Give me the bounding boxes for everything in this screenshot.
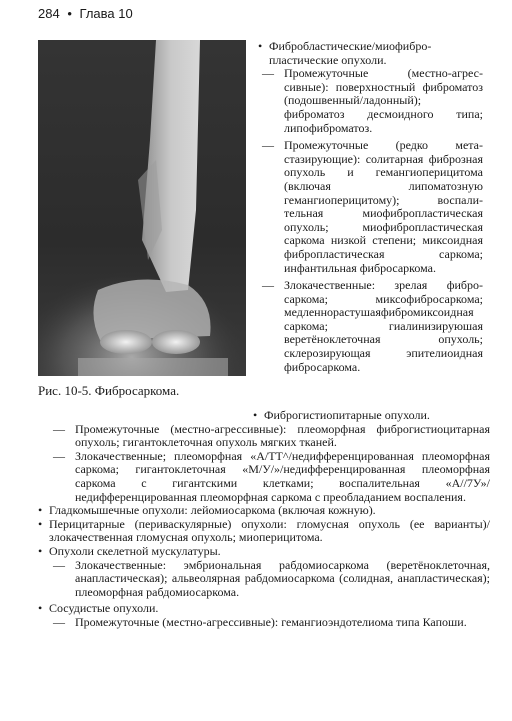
list-item: • Фибробластические/миофибропластические опухоли. [258, 40, 483, 67]
header-separator: • [67, 6, 72, 21]
sub-list-item: — Злокачественные; плеоморфная «А/ТТ^/недифференцированная плеоморфная саркома; гигантоклеточная «М/У/»/недифференцированная плеоморфная саркома с гигантскими клетками; воспалительная «А//7У»/недифференцированная плеоморфная саркома с преобладанием воспаления. [49, 450, 490, 504]
page-header [38, 6, 133, 21]
bottom-list [38, 409, 490, 630]
right-column [258, 40, 483, 374]
list-item: • Гладкомышечные опухоли: лейомиосаркома (включая кожную). [38, 504, 490, 518]
list-item: • Опухоли скелетной мускулатуры. [38, 545, 490, 559]
sub-list-item: — Злокачественные: эмбриональная рабдомиосаркома (веретёноклеточная, анапластическая); альвеолярная рабдомиосаркома (солидная, анапластическая); плеоморфная рабдомиосаркома. [49, 559, 490, 600]
chapter-title: Глава 10 [79, 6, 133, 21]
figure-caption: Рис. 10-5. Фибросаркома. [38, 383, 180, 398]
sub-list-item: — Злокачественные: зрелая фибросаркома; миксофибросаркома; медленнорастушаяфибромиксоидная саркома; гиалинизируюшая веретёноклеточная опухоль; склерозирующая эпителиоидная фибросаркома. [258, 279, 483, 374]
page-number: 284 [38, 6, 60, 21]
sub-list-item: — Промежуточные (местно-агрессивные): поверхностный фиброматоз (подошвенный/ладонный); фиброматоз десмоидного типа; липофиброматоз. [258, 67, 483, 135]
list-item: • Сосудистые опухоли. [38, 602, 490, 616]
sub-list-item: — Промежуточные (местно-агрессивные): гемангиоэндотелиома типа Капоши. [49, 616, 490, 630]
sub-list-item: — Промежуточные (местно-агрессивные): плеоморфная фиброгистиоцитарная опухоль; гигантоклеточная опухоль мягких тканей. [49, 423, 490, 450]
list-item: • Фиброгистиопитарные опухоли. [253, 409, 490, 423]
sub-list-item: — Промежуточные (редко метастазирующие): солитарная фиброзная опухоль и гемангиоперицитома (включая липоматозную гемангиоперицитому); воспалительная миофибропластическая опухоль; миофибропластическая саркома низкой степени; миксоидная фибропластическая саркома; инфантильная фибросаркома. [258, 139, 483, 275]
xray-image [38, 40, 246, 376]
list-item: • Перицитарные (периваскулярные) опухоли: гломусная опухоль (ее варианты)/злокачественная гломусная опухоль; миоперицитома. [38, 518, 490, 545]
xray-figure [38, 40, 246, 376]
